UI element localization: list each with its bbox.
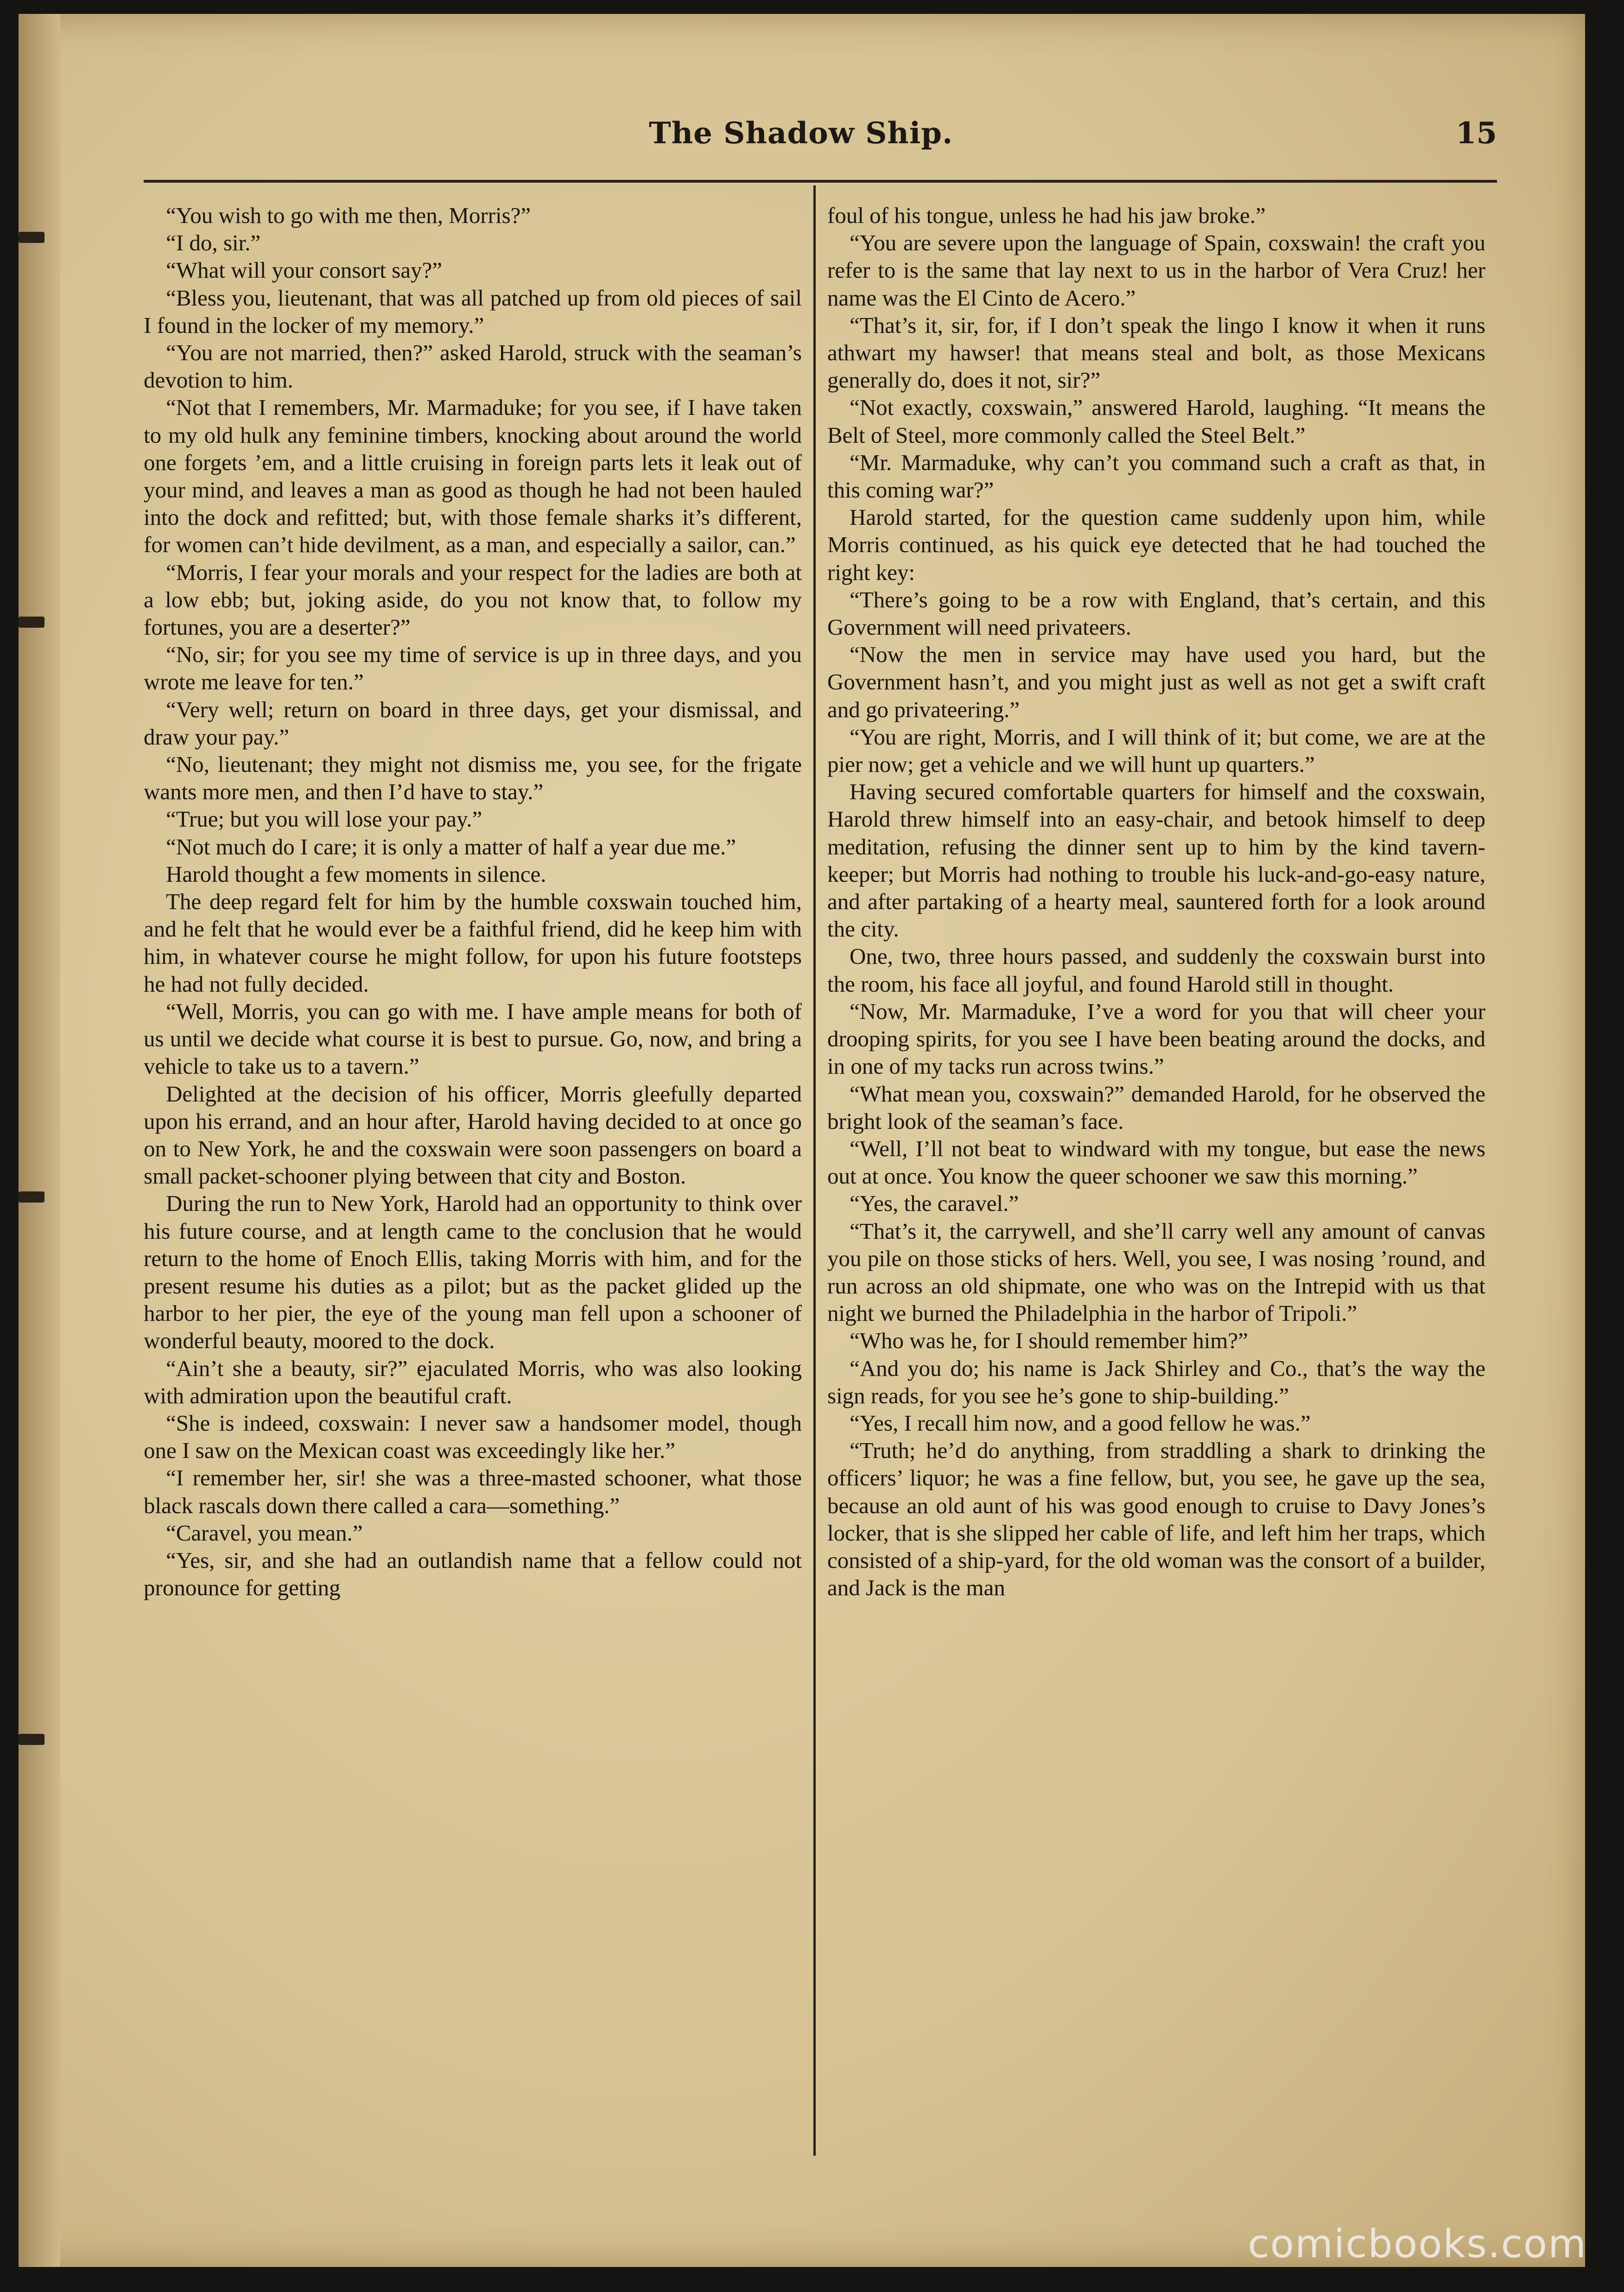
paragraph: “Truth; he’d do anything, from straddling a shark to drinking the officers’ liquor; he was a fine fellow, but, you see, he gave up the sea, because an old aunt of his was good enough to cruise to Davy Jones’s locker, that is she slipped her cable of life, and left him her traps, which consisted of a ship-yard, for the old woman was the consort of a builder, and Jack is the man: [827, 1438, 1485, 1601]
header-rule: [144, 180, 1497, 183]
paragraph: “Now, Mr. Marmaduke, I’ve a word for you that will cheer your drooping spirits, for you see I have been beating around the docks, and in one of my tacks run across twins.”: [827, 998, 1485, 1079]
paragraph: “She is indeed, coxswain: I never saw a handsomer model, though one I saw on the Mexican coast was exceedingly like her.”: [144, 1410, 802, 1464]
paragraph: “No, lieutenant; they might not dismiss me, you see, for the frigate wants more men, and then I’d have to stay.”: [144, 751, 802, 805]
column-divider: [813, 185, 816, 2156]
binding-thread-mark: [19, 232, 44, 243]
paragraph: “And you do; his name is Jack Shirley and Co., that’s the way the sign reads, for you see he’s gone to ship-building.”: [827, 1355, 1485, 1408]
paragraph: Having secured comfortable quarters for himself and the coxswain, Harold threw himself into an easy-chair, and betook himself to deep meditation, refusing the dinner sent up to him by the kind tavern-keeper; but Morris had nothing to trouble his luck-and-go-easy nature, and after partaking of a hearty meal, sauntered forth for a look around the city.: [827, 779, 1485, 942]
paragraph: “Bless you, lieutenant, that was all patched up from old pieces of sail I found in the locker of my memory.”: [144, 285, 802, 338]
paragraph: “No, sir; for you see my time of service is up in three days, and you wrote me leave for ten.”: [144, 642, 802, 695]
paragraph: “You wish to go with me then, Morris?”: [166, 203, 531, 228]
paragraph: During the run to New York, Harold had an opportunity to think over his future course, and at length came to the conclusion that he would return to the home of Enoch Ellis, taking Morris with him, and for the present resume his duties as a pilot; but as the packet glided up the harbor to her pier, the eye of the young man fell upon a schooner of wonderful beauty, moored to the dock.: [144, 1191, 802, 1354]
paragraph: “That’s it, the carrywell, and she’ll carry well any amount of canvas you pile on those sticks of hers. Well, you see, I was nosing ’round, and run across an old shipmate, one who was on the Intrepid with us that night we burned the Philadelphia in the harbor of Tripoli.”: [827, 1218, 1485, 1326]
paragraph: “Not that I remembers, Mr. Marmaduke; for you see, if I have taken to my old hulk any feminine timbers, knocking about around the world one forgets ’em, and a little cruising in foreign parts lets it leak out of your mind, and leaves a man as good as though he had not been hauled into the dock and refitted; but, with those female sharks it’s different, for women can’t hide devilment, as a man, and especially a sailor, can.”: [144, 395, 802, 558]
paragraph: foul of his tongue, unless he had his jaw broke.”: [827, 203, 1266, 228]
paragraph: “Caravel, you mean.”: [166, 1520, 363, 1546]
binding-thread-mark: [19, 1191, 44, 1203]
page-gutter: [19, 14, 60, 2267]
binding-thread-mark: [19, 617, 44, 628]
paragraph: Harold started, for the question came suddenly upon him, while Morris continued, as his quick eye detected that he had touched the right key:: [827, 504, 1485, 585]
paragraph: “You are not married, then?” asked Harold, struck with the seaman’s devotion to him.: [144, 340, 802, 393]
paragraph: “You are severe upon the language of Spain, coxswain! the craft you refer to is the same that lay next to us in the harbor of Vera Cruz! her name was the El Cinto de Acero.”: [827, 230, 1485, 311]
paragraph: “Very well; return on board in three days, get your dismissal, and draw your pay.”: [144, 696, 802, 750]
paragraph: “Yes, sir, and she had an outlandish name that a fellow could not pronounce for getting: [144, 1547, 802, 1601]
paragraph: “Morris, I fear your morals and your respect for the ladies are both at a low ebb; but, joking aside, do you not know that, to follow my fortunes, you are a deserter?”: [144, 559, 802, 640]
paragraph: “Mr. Marmaduke, why can’t you command such a craft as that, in this coming war?”: [827, 449, 1485, 503]
paragraph: “Now the men in service may have used you hard, but the Government hasn’t, and you might just as well as not get a swift craft and go privateering.”: [827, 642, 1485, 722]
paragraph: “You are right, Morris, and I will think of it; but come, we are at the pier now; get a vehicle and we will hunt up quarters.”: [827, 724, 1485, 777]
paragraph: “What mean you, coxswain?” demanded Harold, for he observed the bright look of the seaman’s face.: [827, 1081, 1485, 1134]
paragraph: “True; but you will lose your pay.”: [166, 806, 482, 832]
page-header: [144, 116, 1497, 172]
paragraph: “Ain’t she a beauty, sir?” ejaculated Morris, who was also looking with admiration upon the beautiful craft.: [144, 1355, 802, 1408]
paragraph: Delighted at the decision of his officer, Morris gleefully departed upon his errand, and an hour after, Harold having decided to at once go on to New York, he and the coxswain were soon passengers on board a small packet-schooner plying between that city and Boston.: [144, 1081, 802, 1189]
paragraph: “There’s going to be a row with England, that’s certain, and this Government will need privateers.: [827, 586, 1485, 640]
paragraph: Harold thought a few moments in silence.: [166, 861, 546, 887]
paragraph: “Yes, I recall him now, and a good fellow he was.”: [850, 1410, 1311, 1436]
paragraph: “Well, I’ll not beat to windward with my tongue, but ease the news out at once. You know the queer schooner we saw this morning.”: [827, 1135, 1485, 1189]
paragraph: “I do, sir.”: [166, 230, 261, 256]
paragraph: “I remember her, sir! she was a three-masted schooner, what those black rascals down there called a cara—something.”: [144, 1465, 802, 1518]
paragraph: “What will your consort say?”: [166, 257, 442, 283]
paragraph: “Yes, the caravel.”: [850, 1191, 1019, 1216]
paragraph: One, two, three hours passed, and suddenly the coxswain burst into the room, his face all joyful, and found Harold still in thought.: [827, 943, 1485, 997]
text-column-left: [144, 202, 802, 1601]
paragraph: “Not much do I care; it is only a matter of half a year due me.”: [166, 834, 736, 860]
text-column-right: [827, 202, 1485, 1601]
watermark: comicbooks.com: [1248, 2221, 1587, 2267]
page-number: 15: [1455, 116, 1497, 151]
paragraph: “Well, Morris, you can go with me. I have ample means for both of us until we decide what course it is best to pursue. Go, now, and bring a vehicle to take us to a tavern.”: [144, 998, 802, 1079]
paragraph: “Who was he, for I should remember him?”: [850, 1328, 1248, 1354]
paragraph: “Not exactly, coxswain,” answered Harold, laughing. “It means the Belt of Steel, more commonly called the Steel Belt.”: [827, 395, 1485, 448]
paragraph: The deep regard felt for him by the humble coxswain touched him, and he felt that he would ever be a faithful friend, did he keep him with him, in whatever course he might follow, for upon his future footsteps he had not fully decided.: [144, 889, 802, 997]
binding-thread-mark: [19, 1734, 44, 1745]
running-title: The Shadow Ship.: [649, 116, 953, 151]
paragraph: “That’s it, sir, for, if I don’t speak the lingo I know it when it runs athwart my hawser! that means steal and bolt, as those Mexicans generally do, does it not, sir?”: [827, 312, 1485, 393]
